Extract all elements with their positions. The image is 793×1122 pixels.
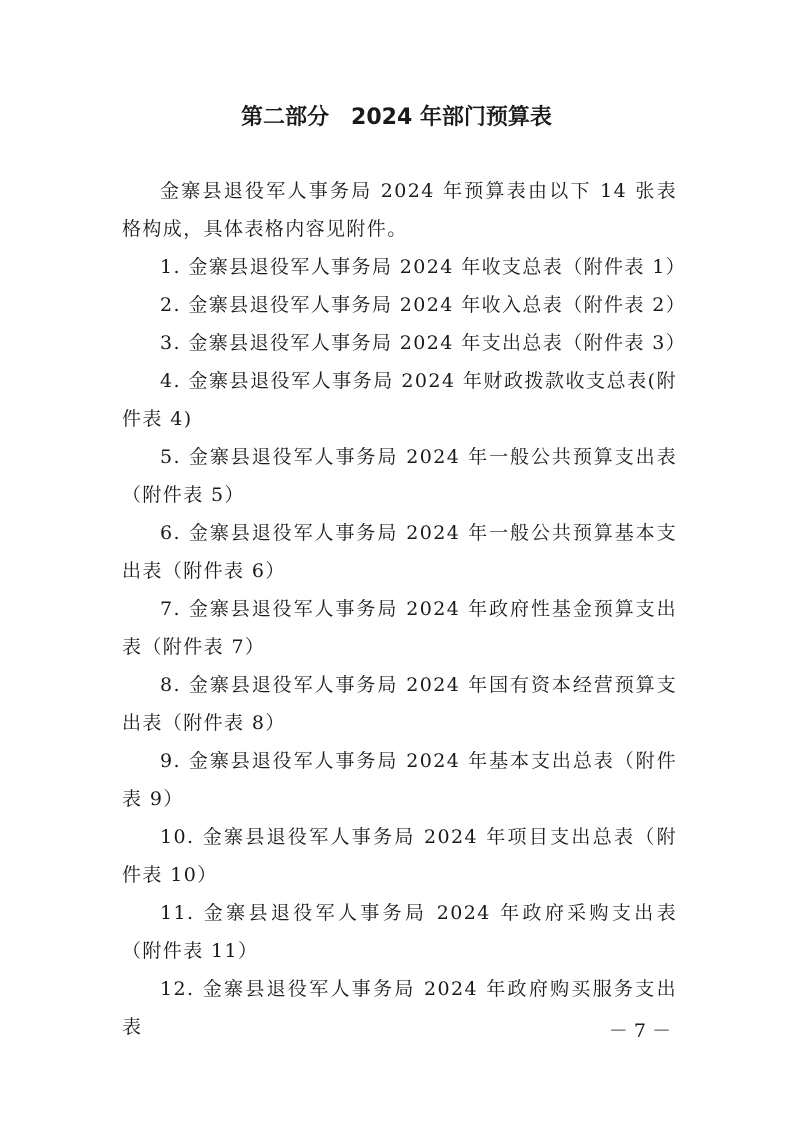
- list-item: 5. 金寨县退役军人事务局 2024 年一般公共预算支出表（附件表 5）: [122, 446, 677, 506]
- list-item: 8. 金寨县退役军人事务局 2024 年国有资本经营预算支出表（附件表 8）: [122, 674, 677, 734]
- list-item: 1. 金寨县退役军人事务局 2024 年收支总表（附件表 1）: [160, 256, 687, 278]
- list-item: 6. 金寨县退役军人事务局 2024 年一般公共预算基本支出表（附件表 6）: [122, 522, 677, 582]
- document-body: [122, 172, 687, 1046]
- list-item: 12. 金寨县退役军人事务局 2024 年政府购买服务支出表: [122, 978, 677, 1038]
- list-item: 10. 金寨县退役军人事务局 2024 年项目支出总表（附件表 10）: [122, 826, 677, 886]
- list-item: 9. 金寨县退役军人事务局 2024 年基本支出总表（附件表 9）: [122, 750, 677, 810]
- page-title: 第二部分 2024 年部门预算表: [241, 105, 552, 130]
- list-item: 11. 金寨县退役军人事务局 2024 年政府采购支出表（附件表 11）: [122, 902, 677, 962]
- list-item: 3. 金寨县退役军人事务局 2024 年支出总表（附件表 3）: [160, 332, 687, 354]
- page-number: － 7 －: [608, 1020, 671, 1042]
- list-item: 7. 金寨县退役军人事务局 2024 年政府性基金预算支出表（附件表 7）: [122, 598, 677, 658]
- list-item: 2. 金寨县退役军人事务局 2024 年收入总表（附件表 2）: [160, 294, 687, 316]
- intro-paragraph: 金寨县退役军人事务局 2024 年预算表由以下 14 张表格构成，具体表格内容见附件。: [122, 180, 677, 240]
- list-item: 4. 金寨县退役军人事务局 2024 年财政拨款收支总表(附件表 4): [122, 370, 677, 430]
